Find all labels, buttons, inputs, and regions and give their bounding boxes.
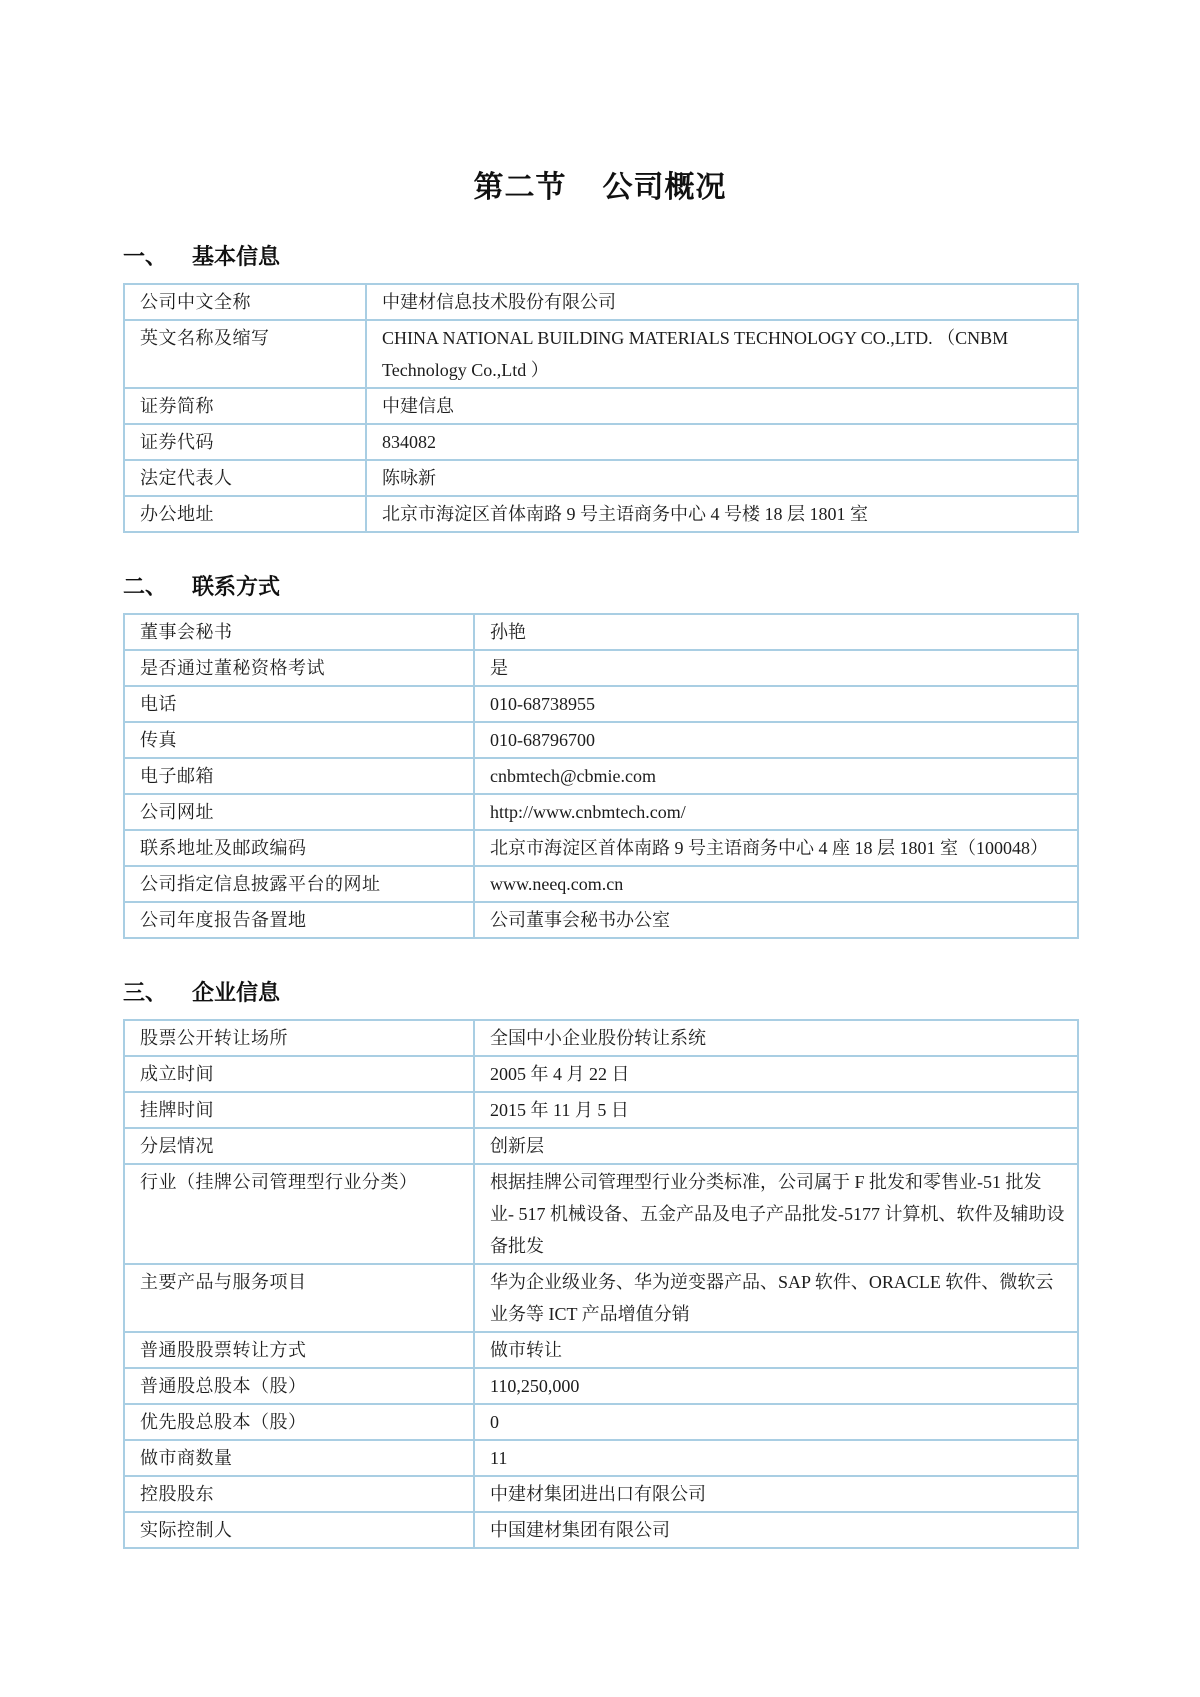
field-value-cell: cnbmtech@cbmie.com [474, 758, 1078, 794]
field-value-cell: 中国建材集团有限公司 [474, 1512, 1078, 1548]
field-label-cell: 证券简称 [124, 388, 366, 424]
field-value-cell: 中建材集团进出口有限公司 [474, 1476, 1078, 1512]
field-label-cell: 法定代表人 [124, 460, 366, 496]
field-value-cell: 010-68738955 [474, 686, 1078, 722]
field-label-cell: 普通股股票转让方式 [124, 1332, 474, 1368]
field-label-cell: 实际控制人 [124, 1512, 474, 1548]
field-label-cell: 电子邮箱 [124, 758, 474, 794]
field-label-cell: 公司年度报告备置地 [124, 902, 474, 938]
basic-info-table [123, 283, 1079, 533]
field-value-cell: 2005 年 4 月 22 日 [474, 1056, 1078, 1092]
field-value-cell: 华为企业级业务、华为逆变器产品、SAP 软件、ORACLE 软件、微软云业务等 ICT 产品增值分销 [474, 1264, 1078, 1332]
section-contact-info [123, 575, 1077, 939]
table-row [124, 1368, 1078, 1404]
field-value-cell: 北京市海淀区首体南路 9 号主语商务中心 4 号楼 18 层 1801 室 [366, 496, 1078, 532]
field-value-cell: 根据挂牌公司管理型行业分类标准，公司属于 F 批发和零售业-51 批发业- 517 机械设备、五金产品及电子产品批发-5177 计算机、软件及辅助设备批发 [474, 1164, 1078, 1264]
field-label-cell: 是否通过董秘资格考试 [124, 650, 474, 686]
enterprise-info-table [123, 1019, 1079, 1549]
field-label-cell: 办公地址 [124, 496, 366, 532]
field-label-cell: 普通股总股本（股） [124, 1368, 474, 1404]
section-number: 一、 [123, 244, 168, 269]
field-label-cell: 传真 [124, 722, 474, 758]
field-value-cell: CHINA NATIONAL BUILDING MATERIALS TECHNOLOGY CO.,LTD. （CNBM Technology Co.,Ltd ） [366, 320, 1078, 388]
table-row [124, 284, 1078, 320]
field-label-cell: 董事会秘书 [124, 614, 474, 650]
field-value-cell: 2015 年 11 月 5 日 [474, 1092, 1078, 1128]
table-row [124, 830, 1078, 866]
field-label-cell: 挂牌时间 [124, 1092, 474, 1128]
field-value-cell: 11 [474, 1440, 1078, 1476]
title-text: 公司概况 [602, 171, 727, 204]
field-label-cell: 主要产品与服务项目 [124, 1264, 474, 1332]
table-row [124, 902, 1078, 938]
field-value-cell: 是 [474, 650, 1078, 686]
field-value-cell: 中建信息 [366, 388, 1078, 424]
table-row [124, 614, 1078, 650]
table-row [124, 1512, 1078, 1548]
field-value-cell: 孙艳 [474, 614, 1078, 650]
field-value-cell: 北京市海淀区首体南路 9 号主语商务中心 4 座 18 层 1801 室（100048） [474, 830, 1078, 866]
section-number: 三、 [123, 980, 168, 1005]
field-label-cell: 证券代码 [124, 424, 366, 460]
field-value-cell: 010-68796700 [474, 722, 1078, 758]
field-label-cell: 做市商数量 [124, 1440, 474, 1476]
table-row [124, 496, 1078, 532]
table-row [124, 320, 1078, 388]
field-value-cell: 创新层 [474, 1128, 1078, 1164]
field-value-cell: 0 [474, 1404, 1078, 1440]
field-label-cell: 公司中文全称 [124, 284, 366, 320]
contact-info-table [123, 613, 1079, 939]
field-value-cell: http://www.cnbmtech.com/ [474, 794, 1078, 830]
table-row [124, 1128, 1078, 1164]
field-label-cell: 分层情况 [124, 1128, 474, 1164]
field-label-cell: 电话 [124, 686, 474, 722]
section-heading-basic-info [123, 245, 1077, 269]
field-value-cell: 全国中小企业股份转让系统 [474, 1020, 1078, 1056]
field-value-cell: 110,250,000 [474, 1368, 1078, 1404]
field-label-cell: 英文名称及缩写 [124, 320, 366, 388]
field-label-cell: 优先股总股本（股） [124, 1404, 474, 1440]
table-row [124, 424, 1078, 460]
field-label-cell: 成立时间 [124, 1056, 474, 1092]
table-row [124, 650, 1078, 686]
section-title: 基本信息 [192, 244, 281, 269]
table-row [124, 1056, 1078, 1092]
section-title: 联系方式 [192, 574, 281, 599]
table-row [124, 1404, 1078, 1440]
table-row [124, 1332, 1078, 1368]
title-section-number: 第二节 [473, 171, 567, 204]
table-row [124, 866, 1078, 902]
table-row [124, 460, 1078, 496]
field-value-cell: 陈咏新 [366, 460, 1078, 496]
table-row [124, 388, 1078, 424]
field-label-cell: 股票公开转让场所 [124, 1020, 474, 1056]
section-enterprise-info [123, 981, 1077, 1549]
field-label-cell: 联系地址及邮政编码 [124, 830, 474, 866]
field-label-cell: 行业（挂牌公司管理型行业分类） [124, 1164, 474, 1264]
table-row [124, 1440, 1078, 1476]
table-row [124, 1476, 1078, 1512]
page-title [123, 173, 1077, 203]
section-basic-info [123, 245, 1077, 533]
section-number: 二、 [123, 574, 168, 599]
field-label-cell: 公司指定信息披露平台的网址 [124, 866, 474, 902]
table-row [124, 686, 1078, 722]
field-value-cell: 834082 [366, 424, 1078, 460]
table-row [124, 1264, 1078, 1332]
field-value-cell: 做市转让 [474, 1332, 1078, 1368]
table-row [124, 1020, 1078, 1056]
field-value-cell: 中建材信息技术股份有限公司 [366, 284, 1078, 320]
field-label-cell: 控股股东 [124, 1476, 474, 1512]
table-row [124, 1092, 1078, 1128]
section-heading-contact-info [123, 575, 1077, 599]
table-row [124, 722, 1078, 758]
field-value-cell: www.neeq.com.cn [474, 866, 1078, 902]
field-label-cell: 公司网址 [124, 794, 474, 830]
table-row [124, 758, 1078, 794]
field-value-cell: 公司董事会秘书办公室 [474, 902, 1078, 938]
table-row [124, 1164, 1078, 1264]
section-title: 企业信息 [192, 980, 281, 1005]
section-heading-enterprise-info [123, 981, 1077, 1005]
table-row [124, 794, 1078, 830]
